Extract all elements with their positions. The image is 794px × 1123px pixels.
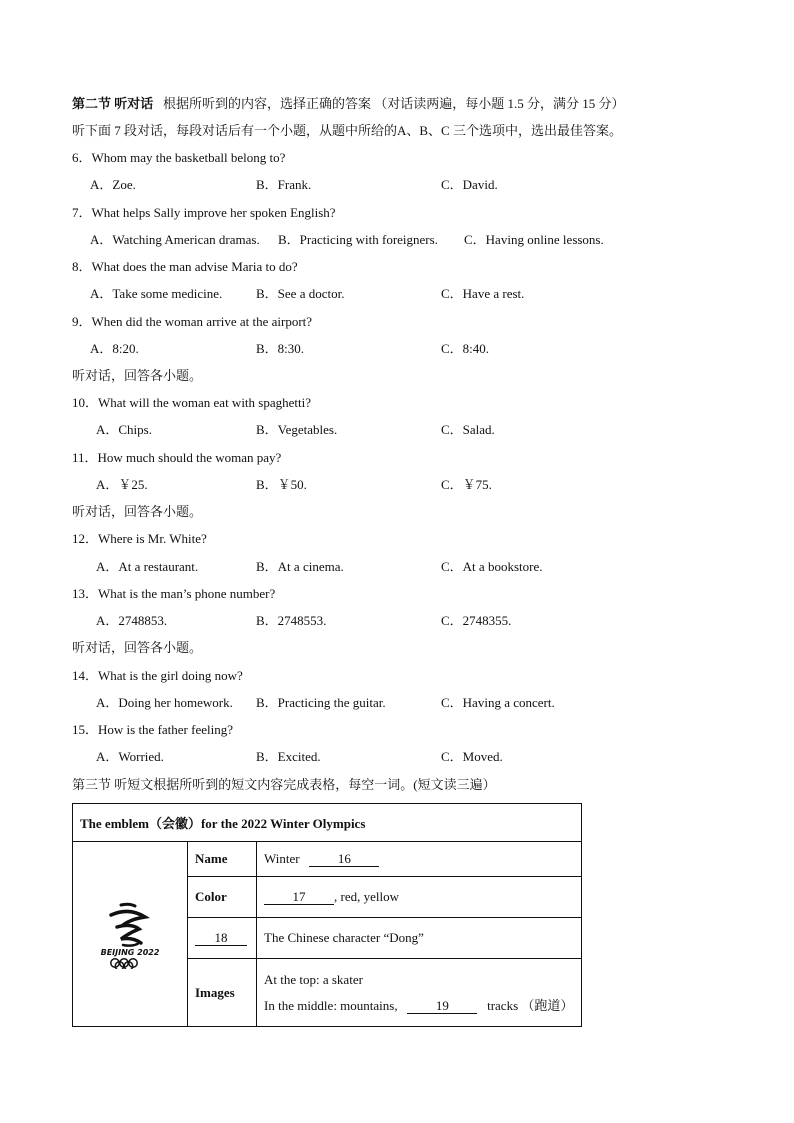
section2-instruction: 根据所听到的内容，选择正确的答案 （对话读两遍，每小题 1.5 分，满分 15 分） <box>163 96 625 111</box>
option-b: B．Frank. <box>256 177 312 192</box>
images-line-2-suffix: tracks （跑道） <box>487 997 574 1013</box>
option-a: A．2748853. <box>96 613 168 628</box>
table-title: The emblem（会徽）for the 2022 Winter Olympics <box>73 804 582 842</box>
images-label: Images <box>188 959 257 1027</box>
option-a: A．At a restaurant. <box>96 559 199 574</box>
blank-18-cell <box>188 918 257 959</box>
images-line-2-prefix: In the middle: mountains, <box>264 997 398 1013</box>
option-b: B．2748553. <box>256 613 327 628</box>
option-a: A．￥25. <box>96 477 148 492</box>
option-b: B．￥50. <box>256 477 307 492</box>
option-c: C．Having a concert. <box>441 695 555 710</box>
beijing-2022-emblem <box>73 842 188 1027</box>
question-stem: 12．Where is Mr. White? <box>72 531 207 546</box>
option-b: B．Practicing with foreigners. <box>278 232 438 247</box>
section2-intro: 听下面 7 段对话，每段对话后有一个小题，从题中所给的A、B、C 三个选项中，选出最佳答案。 <box>72 123 622 138</box>
question-stem: 6．Whom may the basketball belong to? <box>72 150 286 165</box>
option-c: C．Salad. <box>441 422 495 437</box>
question-stem: 11．How much should the woman pay? <box>72 450 282 465</box>
option-b: B．Practicing the guitar. <box>256 695 386 710</box>
section2-header <box>72 96 625 112</box>
option-b: B．Excited. <box>256 749 321 764</box>
option-c: C．At a bookstore. <box>441 559 543 574</box>
blank-18[interactable]: 18 <box>195 931 247 946</box>
section2-heading: 第二节 听对话 <box>72 96 154 111</box>
option-a: A．8:20. <box>90 341 139 356</box>
question-stem: 8．What does the man advise Maria to do? <box>72 259 298 274</box>
images-line-1: At the top: a skater <box>264 971 363 987</box>
color-value <box>257 877 582 918</box>
option-c: C．Having online lessons. <box>464 232 604 247</box>
blank-17[interactable]: 17 <box>264 890 334 905</box>
question-stem: 7．What helps Sally improve her spoken English? <box>72 205 336 220</box>
option-a: A．Zoe. <box>90 177 136 192</box>
question-stem: 13．What is the man’s phone number? <box>72 586 276 601</box>
emblem-logo-text: BEIJING 2022 <box>100 948 160 957</box>
option-c: C．David. <box>441 177 498 192</box>
option-b: B．See a doctor. <box>256 286 345 301</box>
option-a: A．Worried. <box>96 749 164 764</box>
color-suffix: , red, yellow <box>334 889 399 904</box>
blank-16[interactable]: 16 <box>309 852 379 867</box>
name-value <box>257 842 582 877</box>
option-c: C．￥75. <box>441 477 492 492</box>
listen-prompt: 听对话，回答各小题。 <box>72 640 203 655</box>
emblem-logo-icon <box>93 899 167 969</box>
option-a: A．Chips. <box>96 422 152 437</box>
listen-prompt: 听对话，回答各小题。 <box>72 504 203 519</box>
option-a: A．Take some medicine. <box>90 286 223 301</box>
name-label: Name <box>188 842 257 877</box>
color-label: Color <box>188 877 257 918</box>
option-b: B．Vegetables. <box>256 422 338 437</box>
character-value: The Chinese character “Dong” <box>257 918 582 959</box>
question-stem: 10．What will the woman eat with spaghetti? <box>72 395 311 410</box>
images-value <box>257 959 582 1027</box>
option-a: A．Doing her homework. <box>96 695 233 710</box>
images-line-2 <box>264 993 574 1019</box>
question-stem: 15．How is the father feeling? <box>72 722 234 737</box>
option-c: C．2748355. <box>441 613 512 628</box>
blank-19[interactable]: 19 <box>407 999 477 1014</box>
listen-prompt: 听对话，回答各小题。 <box>72 368 203 383</box>
name-prefix: Winter <box>264 851 300 866</box>
option-c: C．Moved. <box>441 749 503 764</box>
option-b: B．8:30. <box>256 341 305 356</box>
question-stem: 14．What is the girl doing now? <box>72 668 243 683</box>
section3-heading: 第三节 听短文根据所听到的短文内容完成表格，每空一词。(短文读三遍） <box>72 777 496 792</box>
option-c: C．8:40. <box>441 341 490 356</box>
option-b: B．At a cinema. <box>256 559 344 574</box>
emblem-table <box>72 803 582 1027</box>
option-a: A．Watching American dramas. <box>90 232 260 247</box>
option-c: C．Have a rest. <box>441 286 525 301</box>
question-stem: 9．When did the woman arrive at the airport? <box>72 314 313 329</box>
